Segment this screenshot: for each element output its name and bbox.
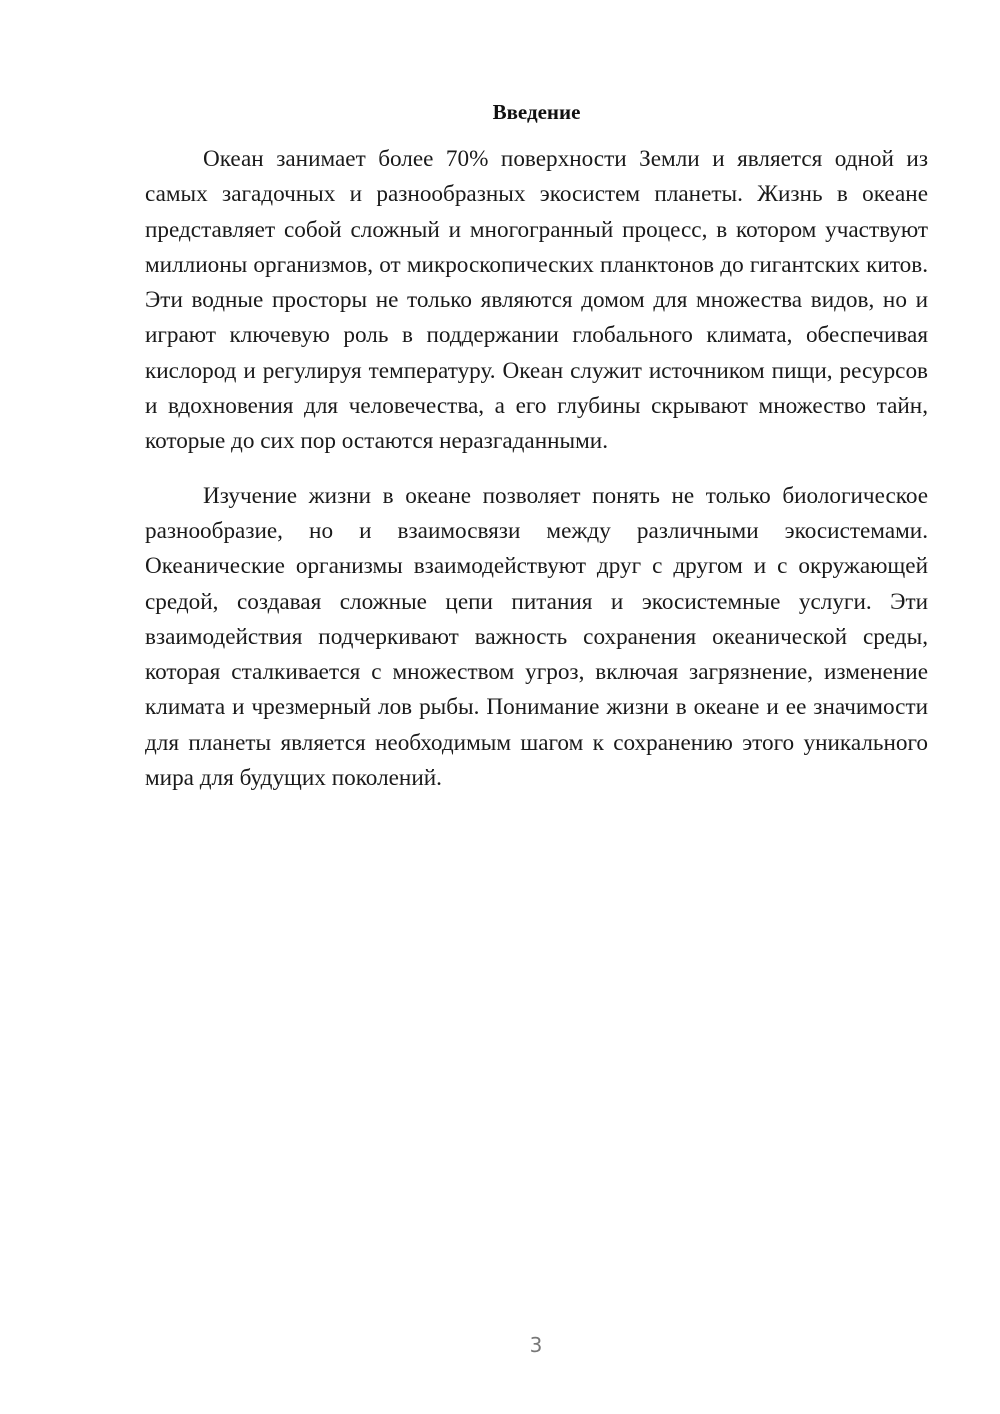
paragraph-2: Изучение жизни в океане позволяет понять не только биологическое разнообразие, но и взаимосвязи между различными экосистемами. Океанические организмы взаимодействуют друг с другом и с окружающей средой, создавая сложные цепи питания и экосистемные услуги. Эти взаимодействия подчеркивают важность сохранения океанической среды, которая сталкивается с множеством угроз, включая загрязнение, изменение климата и чрезмерный лов рыбы. Понимание жизни в океане и ее значимости для планеты является необходимым шагом к сохранению этого уникального мира для будущих поколений. bbox=[145, 482, 928, 792]
page-number: 3 bbox=[529, 1333, 543, 1357]
body-text bbox=[145, 142, 928, 796]
paragraph-1: Океан занимает более 70% поверхности Земли и является одной из самых загадочных и разнообразных экосистем планеты. Жизнь в океане представляет собой сложный и многогранный процесс, в котором участвуют миллионы организмов, от микроскопических планктонов до гигантских китов. Эти водные просторы не только являются домом для множества видов, но и играют ключевую роль в поддержании глобального климата, обеспечивая кислород и регулируя температуру. Океан служит источником пищи, ресурсов и вдохновения для человечества, а его глубины скрывают множество тайн, которые до сих пор остаются неразгаданными. bbox=[145, 146, 928, 455]
section-title: Введение bbox=[492, 100, 581, 124]
